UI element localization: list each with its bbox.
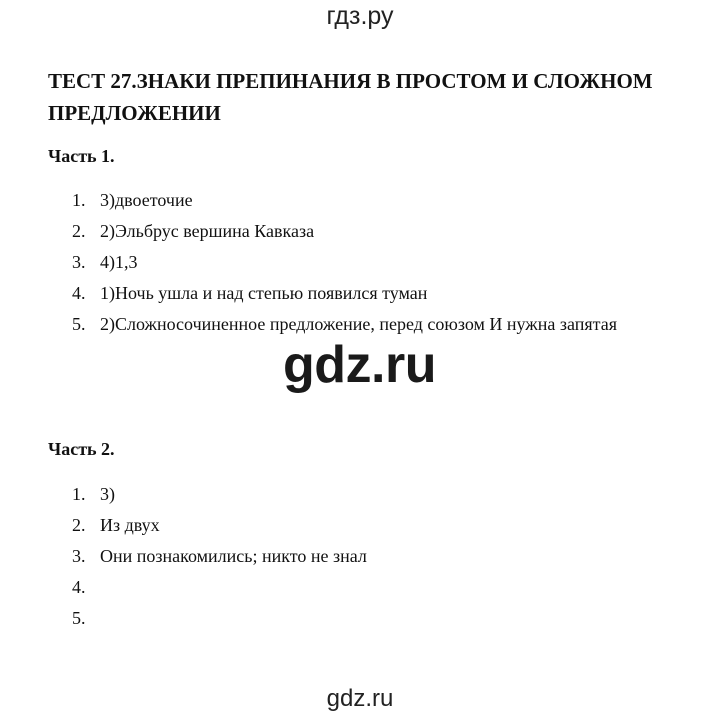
item-number: 4. bbox=[72, 283, 86, 303]
item-number: 1. bbox=[72, 484, 86, 504]
answer-text: 2)Сложносочиненное предложение, перед союзом И нужна запятая bbox=[100, 314, 617, 334]
list-item bbox=[72, 544, 672, 568]
watermark-middle: gdz.ru bbox=[283, 336, 436, 394]
watermark-top: гдз.ру bbox=[326, 2, 394, 30]
page-title: ТЕСТ 27.ЗНАКИ ПРЕПИНАНИЯ В ПРОСТОМ И СЛОЖНОМ ПРЕДЛОЖЕНИИ bbox=[48, 69, 653, 125]
list-item bbox=[72, 250, 672, 274]
item-number: 2. bbox=[72, 221, 86, 241]
answer-text: 3) bbox=[100, 484, 115, 504]
list-item bbox=[72, 482, 672, 506]
part-1-heading: Часть 1. bbox=[48, 146, 115, 166]
list-item bbox=[72, 606, 672, 630]
list-item bbox=[72, 219, 672, 243]
item-number: 3. bbox=[72, 252, 86, 272]
list-item bbox=[72, 513, 672, 537]
item-number: 4. bbox=[72, 577, 86, 597]
part-1-answer-list bbox=[72, 188, 672, 343]
item-number: 5. bbox=[72, 314, 86, 334]
answer-text: 4)1,3 bbox=[100, 252, 138, 272]
answer-text: 1)Ночь ушла и над степью появился туман bbox=[100, 283, 428, 303]
answer-text: Из двух bbox=[100, 515, 160, 535]
answer-text: Они познакомились; никто не знал bbox=[100, 546, 367, 566]
list-item bbox=[72, 312, 672, 336]
answer-text: 3)двоеточие bbox=[100, 190, 193, 210]
part-2-heading: Часть 2. bbox=[48, 439, 115, 459]
item-number: 2. bbox=[72, 515, 86, 535]
item-number: 3. bbox=[72, 546, 86, 566]
list-item bbox=[72, 281, 672, 305]
answer-text: 2)Эльбрус вершина Кавказа bbox=[100, 221, 315, 241]
item-number: 5. bbox=[72, 608, 86, 628]
list-item bbox=[72, 575, 672, 599]
item-number: 1. bbox=[72, 190, 86, 210]
part-2-answer-list bbox=[72, 482, 672, 637]
list-item bbox=[72, 188, 672, 212]
watermark-bottom: gdz.ru bbox=[326, 685, 394, 712]
